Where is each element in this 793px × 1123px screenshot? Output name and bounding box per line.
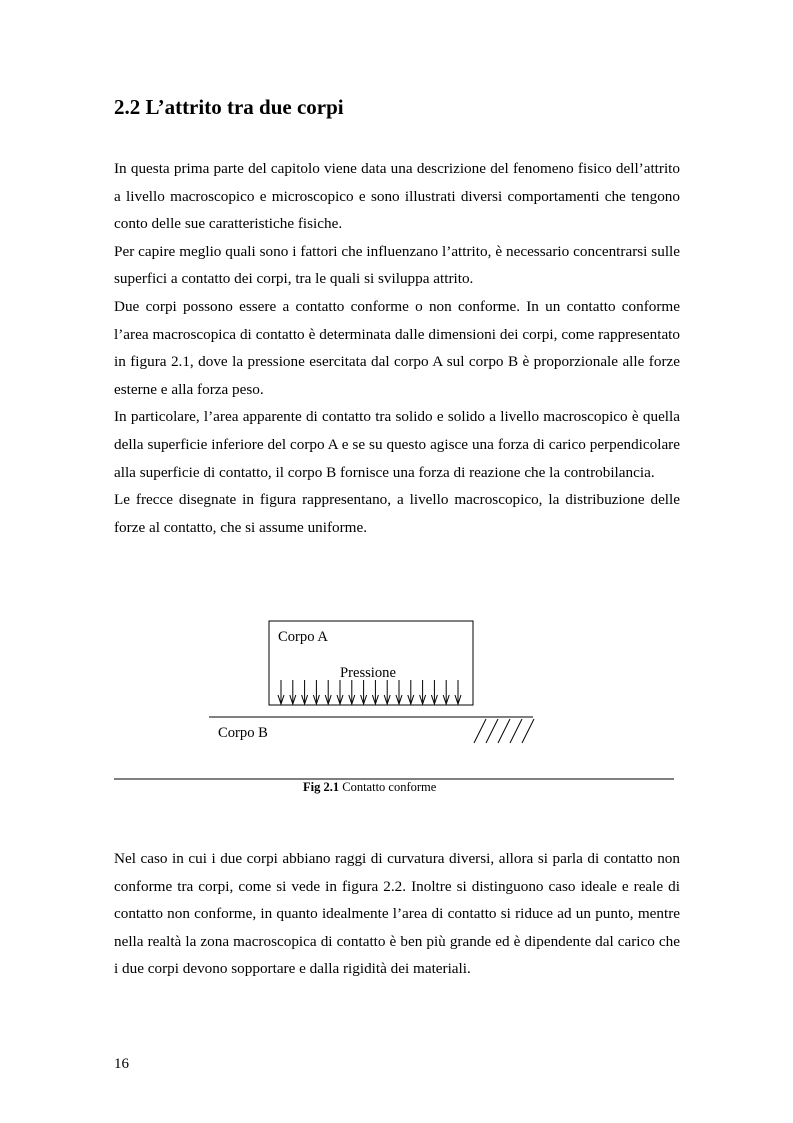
- pressure-arrow: [337, 680, 343, 704]
- pressure-arrow: [325, 680, 331, 704]
- pressure-arrow: [313, 680, 319, 704]
- paragraph: Le frecce disegnate in figura rappresentano, a livello macroscopico, la distribuzione delle forze al contatto, che si assume uniforme.: [114, 491, 680, 536]
- intro-text: [114, 155, 680, 541]
- pressure-arrow: [349, 680, 355, 704]
- ground-hatching: [474, 719, 534, 743]
- page-number: 16: [114, 1056, 129, 1072]
- hatch-line: [474, 719, 486, 743]
- paragraph: Per capire meglio quali sono i fattori che influenzano l’attrito, è necessario concentrarsi sulle superfici a contatto dei corpi, tra le quali si sviluppa attrito.: [114, 242, 680, 288]
- body-a-label: Corpo A: [278, 629, 328, 645]
- closing-paragraph: Nel caso in cui i due corpi abbiano raggi di curvatura diversi, allora si parla di contatto non conforme tra corpi, come si vede in figura 2.2. Inoltre si distinguono caso ideale e reale di contatto non conforme, in quanto idealmente l’area di contatto si riduce ad un punto, mentre nella realtà la zona macroscopica di contatto è ben più grande ed è dipendente dal carico che i due corpi devono sopportare e dalla rigidità dei materiali.: [114, 850, 680, 978]
- pressure-arrow: [420, 680, 426, 704]
- pressure-arrow: [396, 680, 402, 704]
- pressure-arrow: [443, 680, 449, 704]
- pressure-arrow: [302, 680, 308, 704]
- pressure-arrows: [278, 680, 461, 704]
- hatch-line: [498, 719, 510, 743]
- pressure-arrow: [372, 680, 378, 704]
- hatch-line: [522, 719, 534, 743]
- pressure-arrow: [384, 680, 390, 704]
- pressure-arrow: [290, 680, 296, 704]
- pressure-arrow: [455, 680, 461, 704]
- caption-number: Fig 2.1: [303, 780, 340, 794]
- pressure-label: Pressione: [340, 665, 396, 681]
- hatch-line: [510, 719, 522, 743]
- figure-caption: [303, 780, 436, 795]
- paragraph: In questa prima parte del capitolo viene data una descrizione del fenomeno fisico dell’attrito a livello macroscopico e microscopico e sono illustrati diversi comportamenti che tengono conto delle sue caratteristiche fisiche.: [114, 160, 680, 233]
- pressure-arrow: [431, 680, 437, 704]
- section-title: 2.2 L’attrito tra due corpi: [114, 95, 344, 119]
- pressure-arrow: [408, 680, 414, 704]
- hatch-line: [486, 719, 498, 743]
- paragraph: Due corpi possono essere a contatto conforme o non conforme. In un contatto conforme l’area macroscopica di contatto è determinata dalle dimensioni dei corpi, come rappresentato in figura 2.1, dove la pressione esercitata dal corpo A sul corpo B è proporzionale alle forze esterne e alla forza peso.: [114, 297, 680, 398]
- paragraph: In particolare, l’area apparente di contatto tra solido e solido a livello macroscopico è quella della superficie inferiore del corpo A e se su questo agisce una forza di carico perpendicolare alla superficie di contatto, il corpo B fornisce una forza di reazione che la controbilancia.: [114, 408, 680, 481]
- body-b-label: Corpo B: [218, 725, 268, 741]
- caption-text: Contatto conforme: [342, 780, 437, 794]
- pressure-arrow: [278, 680, 284, 704]
- pressure-arrow: [361, 680, 367, 704]
